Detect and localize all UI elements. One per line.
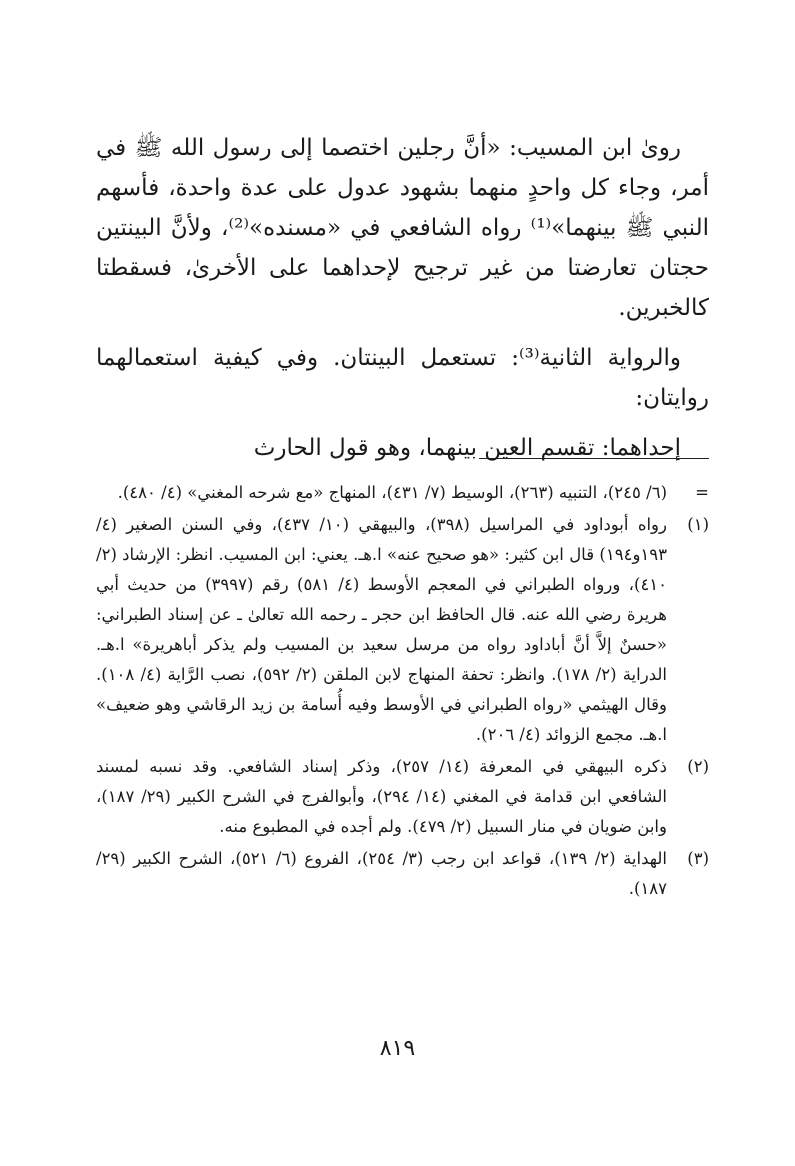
footnote-3	[96, 844, 709, 904]
paragraph-3: إحداهما: تقسم العين بينهما، وهو قول الحارث	[253, 435, 681, 461]
footnote-continuation	[96, 478, 709, 508]
footnote-text: الهداية (٢/ ١٣٩)، قواعد ابن رجب (٣/ ٢٥٤)، الفروع (٦/ ٥٢١)، الشرح الكبير (٢٩/ ١٨٧).	[96, 849, 667, 898]
footnote-marker: (٣)	[687, 849, 709, 868]
paragraph-2: والرواية الثانية⁽³⁾: تستعمل البينتان. وفي كيفية استعمالهما روايتان:	[96, 345, 709, 411]
footnote-separator	[479, 458, 709, 459]
main-text	[96, 128, 709, 468]
footnote-text: (٦/ ٢٤٥)، التنبيه (٢٦٣)، الوسيط (٧/ ٤٣١)، المنهاج «مع شرحه المغني» (٤/ ٤٨٠).	[117, 483, 667, 502]
paragraph-1: رویٰ ابن المسیب: «أنَّ رجلين اختصما إلى رسول الله ﷺ في أمر، وجاء كل واحدٍ منهما بشهود عدول على عدة واحدة، فأسهم النبي ﷺ بينهما»⁽¹⁾ رواه الشافعي في «مسنده»⁽²⁾، ولأنَّ البينتين حجتان تعارضتا من غير ترجيح لإحداهما على الأخرىٰ، فسقطتا كالخبرين.	[96, 135, 709, 321]
footnote-text: ذكره البيهقي في المعرفة (١٤/ ٢٥٧)، وذكر إسناد الشافعي. وقد نسبه لمسند الشافعي ابن قدامة في المغني (١٤/ ٢٩٤)، وأبوالفرج في الشرح الكبير (٢٩/ ١٨٧)، وابن ضويان في منار السبيل (٢/ ٤٧٩). ولم أجده في المطبوع منه.	[96, 757, 668, 836]
footnote-1	[96, 510, 709, 750]
footnote-marker: =	[695, 483, 709, 502]
footnote-marker: (٢)	[687, 757, 709, 776]
footnote-text: رواه أبوداود في المراسيل (٣٩٨)، والبيهقي (١٠/ ٤٣٧)، وفي السنن الصغير (٤/ ١٩٣و١٩٤) قال ابن كثير: «هو صحيح عنه» ا.هـ. يعني: ابن المسيب. انظر: الإرشاد (٢/ ٤١٠)، ورواه الطبراني في المعجم الأوسط (٤/ ٥٨١) رقم (٣٩٩٧) من حديث أبي هريرة رضي الله عنه. قال الحافظ ابن حجر ـ رحمه الله تعالىٰ ـ عن إسناد الطبراني: «حسنٌ إلاَّ أنَّ أباداود رواه من مرسل سعيد بن المسيب ولم يذكر أباهريرة» ا.هـ. الدراية (٢/ ١٧٨). وانظر: تحفة المنهاج لابن الملقن (٢/ ٥٩٢)، نصب الرَّاية (٤/ ١٠٨). وقال الهيثمي «رواه الطبراني في الأوسط وفيه أُسامة بن زيد الرقاشي وهو ضعيف» ا.هـ. مجمع الزوائد (٤/ ٢٠٦).	[96, 515, 668, 744]
footnote-2	[96, 752, 709, 842]
page-number: ٨١٩	[379, 1036, 416, 1061]
footnotes	[96, 478, 709, 906]
footnote-marker: (١)	[687, 515, 709, 534]
